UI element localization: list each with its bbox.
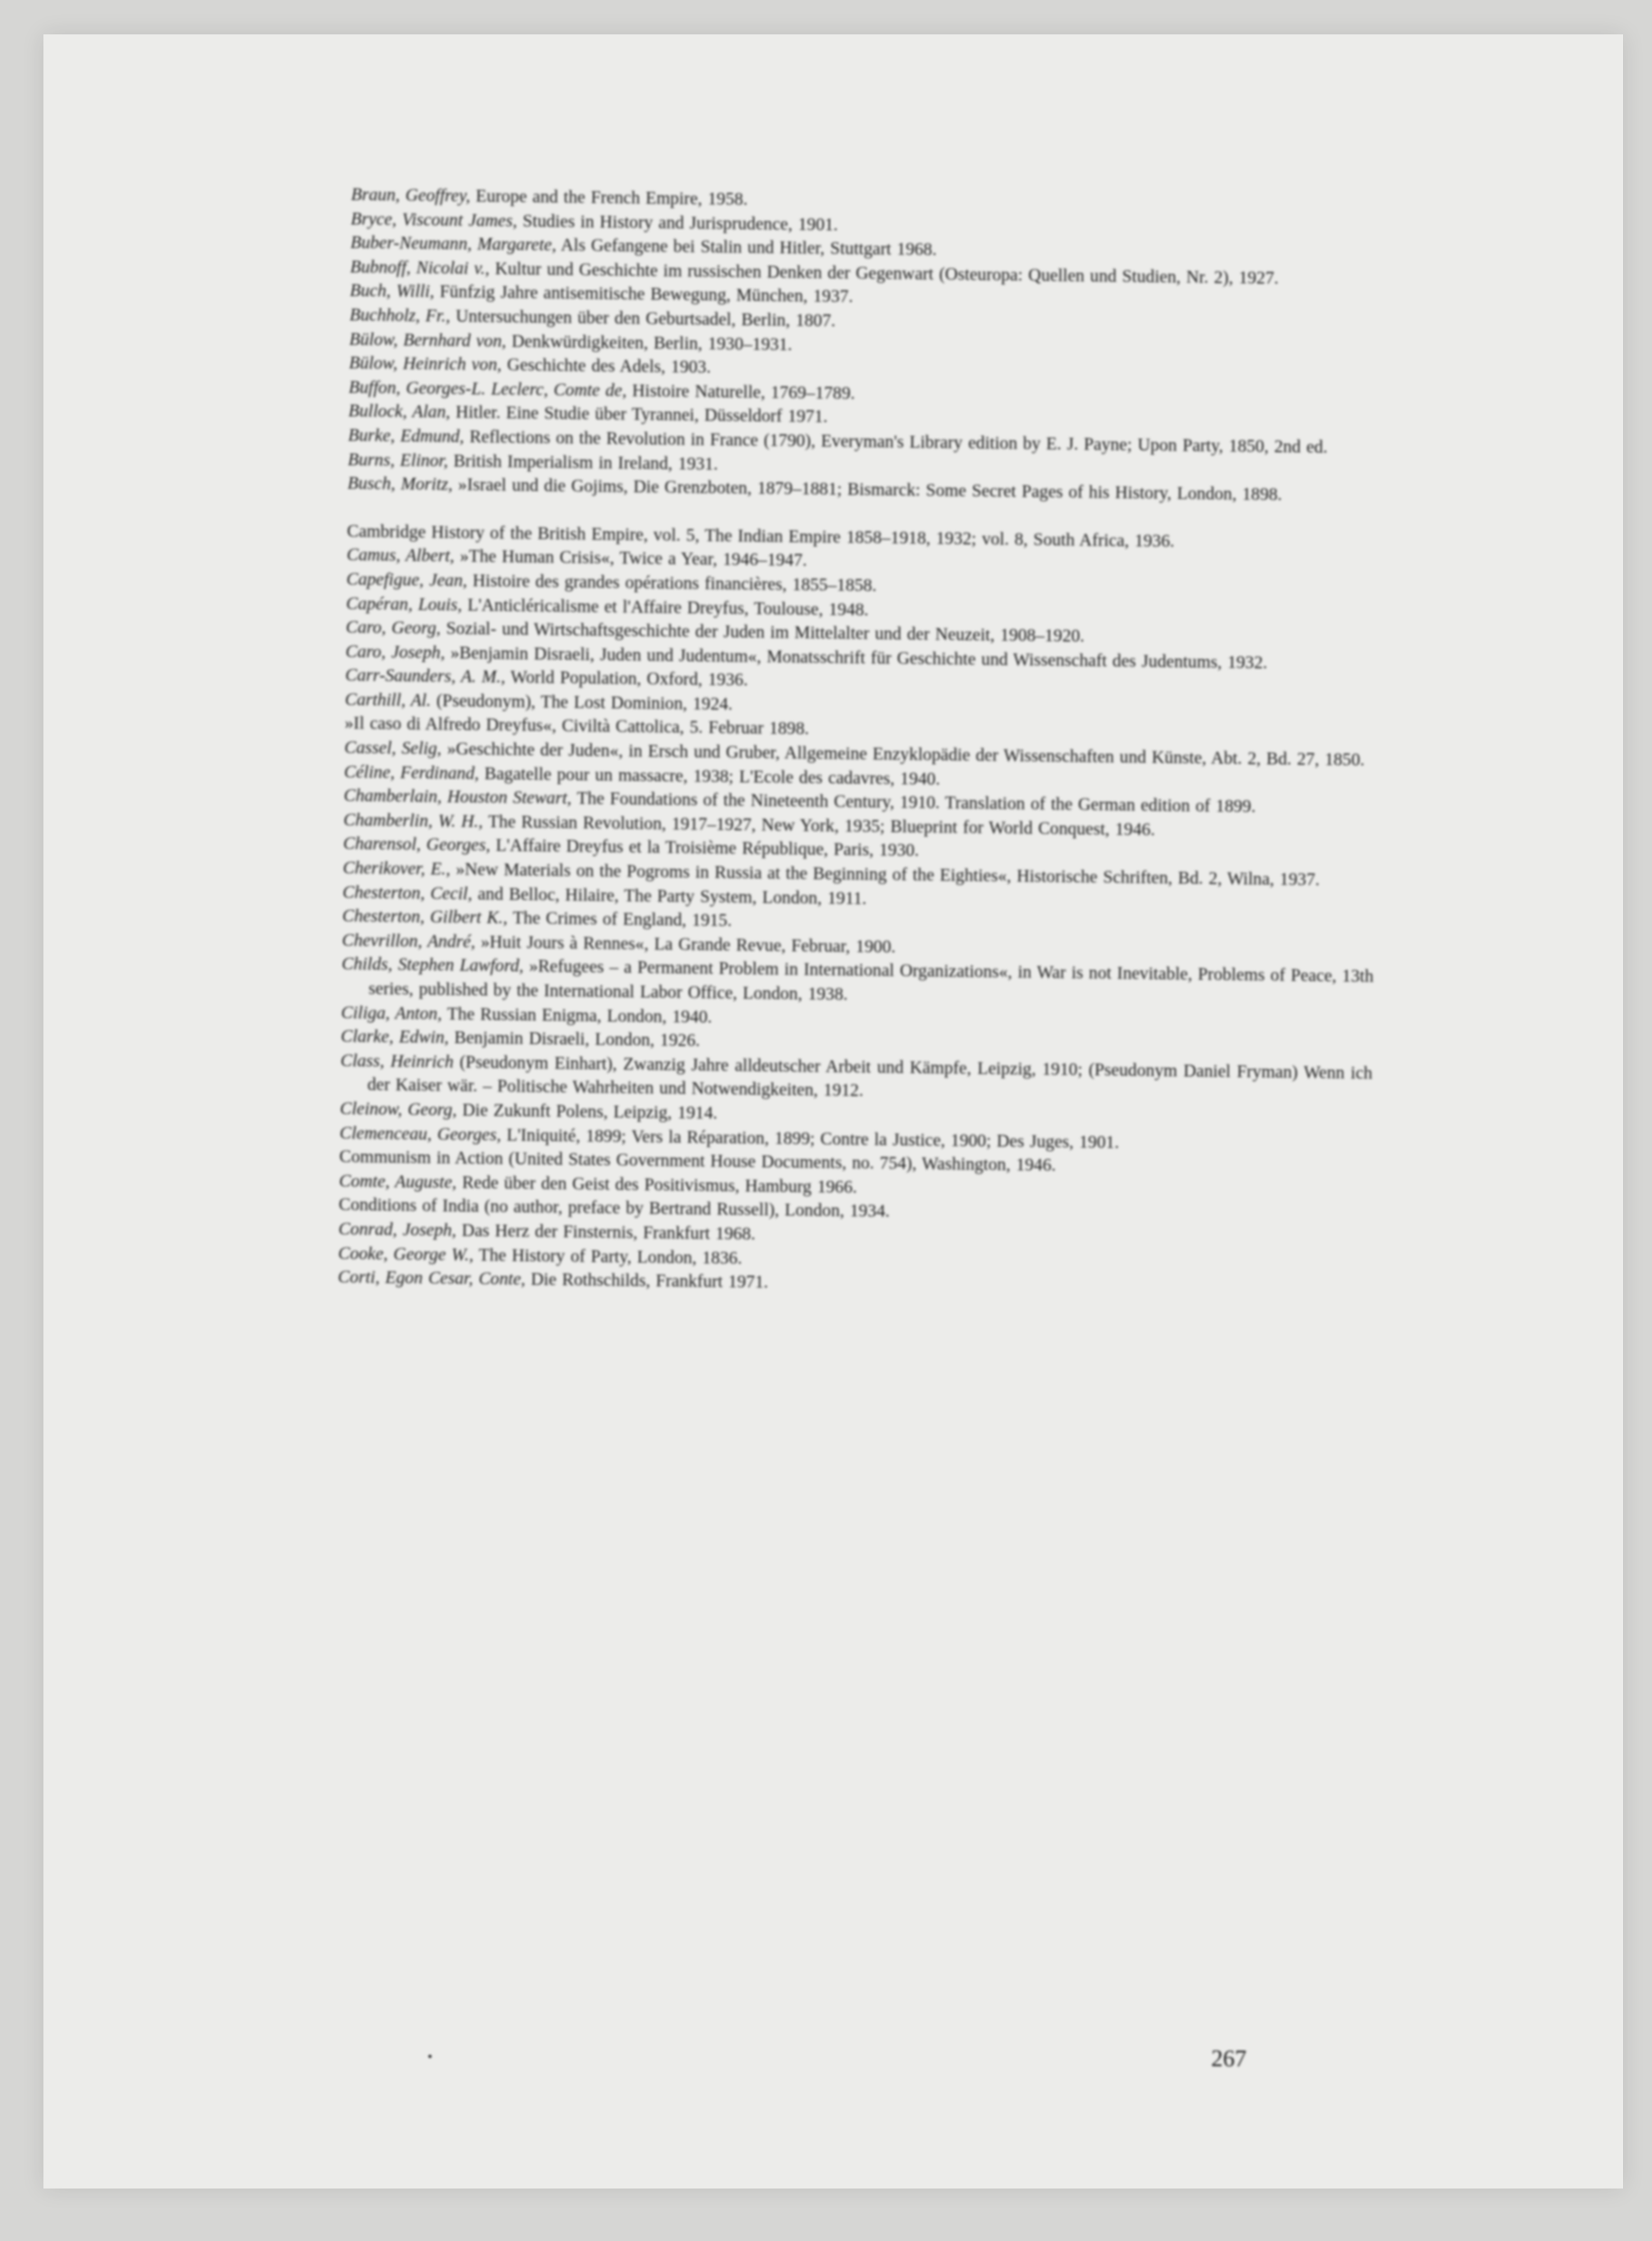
entry-author: Childs, Stephen Lawford, xyxy=(341,955,524,977)
entry-text: »Benjamin Disraeli, Juden und Judentum«, Monatsschrift für Geschichte und Wissenschaft des Judentums, 1932. xyxy=(450,644,1268,673)
entry-author: Cassel, Selig, xyxy=(344,739,442,759)
entry-author: Corti, Egon Cesar, Conte, xyxy=(338,1268,526,1290)
entry-text: The Russian Revolution, 1917–1927, New York, 1935; Blueprint for World Conquest, 1946. xyxy=(488,812,1156,840)
entry-text: Conditions of India (no author, preface by Bertrand Russell), London, 1934. xyxy=(339,1196,890,1222)
entry-author: Braun, Geoffrey, xyxy=(350,185,471,206)
entry-author: Caro, Georg, xyxy=(345,618,441,639)
entry-author: Comte, Auguste, xyxy=(339,1171,457,1193)
entry-author: Charensol, Georges, xyxy=(342,834,491,856)
entry-text: L'Affaire Dreyfus et la Troisième République, Paris, 1930. xyxy=(495,836,920,862)
entry-author: Burke, Edmund, xyxy=(348,425,464,447)
entry-text: Fünfzig Jahre antisemitische Bewegung, München, 1937. xyxy=(439,282,854,308)
entry-author: Chamberlin, W. H., xyxy=(343,810,483,832)
entry-author: Buchholz, Fr., xyxy=(349,305,451,327)
entry-text: Das Herz der Finsternis, Frankfurt 1968. xyxy=(462,1221,756,1244)
entry-text: Reflections on the Revolution in France (1790), Everyman's Library edition by E. J. Payne; Upon Party, 1850, 2nd ed. xyxy=(469,427,1328,458)
entry-author: Caro, Joseph, xyxy=(345,642,445,663)
bibliography-text-block xyxy=(338,184,1383,1303)
entry-author: Buch, Willi, xyxy=(349,281,434,302)
entry-author: Chamberlain, Houston Stewart, xyxy=(343,787,572,809)
entry-author: Bubnoff, Nicolai v., xyxy=(349,257,490,279)
page-speck xyxy=(428,2055,432,2058)
entry-text: The Foundations of the Nineteenth Century, 1910. Translation of the German edition of 1899. xyxy=(577,789,1256,817)
entry-author: Cherikover, E., xyxy=(342,858,451,880)
page-number: 267 xyxy=(1210,2045,1247,2073)
bibliography-group xyxy=(348,184,1383,510)
entry-text: The Russian Enigma, London, 1940. xyxy=(446,1004,712,1027)
entry-text: British Imperialism in Ireland, 1931. xyxy=(453,451,719,474)
entry-text: Histoire Naturelle, 1769–1789. xyxy=(632,381,855,404)
entry-author: Conrad, Joseph, xyxy=(338,1219,457,1241)
entry-text: Cambridge History of the British Empire, vol. 5, The Indian Empire 1858–1918, 1932; vol. 8, South Africa, 1936. xyxy=(347,521,1175,551)
entry-author: Buffon, Georges-L. Leclerc, Comte de, xyxy=(349,377,627,401)
entry-author: Ciliga, Anton, xyxy=(340,1003,443,1024)
entry-author: Carthill, Al. xyxy=(344,690,432,710)
entry-text: Studies in History and Jurisprudence, 1901. xyxy=(522,211,838,235)
entry-text: Als Gefangene bei Stalin und Hitler, Stuttgart 1968. xyxy=(560,236,937,261)
entry-text: World Population, Oxford, 1936. xyxy=(510,668,749,691)
entry-text: Die Zukunft Polens, Leipzig, 1914. xyxy=(462,1101,718,1123)
entry-text: »New Materials on the Pogroms in Russia at the Beginning of the Eighties«, Historische Schriften, Bd. 2, Wilna, 1937. xyxy=(455,860,1320,891)
entry-text: (Pseudonym Einhart), Zwanzig Jahre alldeutscher Arbeit und Kämpfe, Leipzig, 1910; (Pseudonym Daniel Fryman) Wenn ich der Kaiser wär. – Politische Wahrheiten und Notwendigkeiten, 1912. xyxy=(367,1053,1373,1101)
entry-author: Camus, Albert, xyxy=(346,546,455,567)
entry-text: Europe and the French Empire, 1958. xyxy=(475,186,749,210)
entry-text: »Il caso di Alfredo Dreyfus«, Civiltà Cattolica, 5. Februar 1898. xyxy=(344,714,809,739)
entry-author: Bullock, Alan, xyxy=(348,402,451,423)
entry-author: Bülow, Bernhard von, xyxy=(349,329,507,351)
entry-text: »Israel und die Gojims, Die Grenzboten, 1879–1881; Bismarck: Some Secret Pages of his History, London, 1898. xyxy=(457,475,1283,505)
entry-author: Clarke, Edwin, xyxy=(340,1027,449,1048)
entry-author: Chesterton, Cecil, xyxy=(342,882,473,904)
entry-author: Capefigue, Jean, xyxy=(346,569,468,591)
entry-author: Cooke, George W., xyxy=(338,1244,474,1265)
entry-author: Chevrillon, André, xyxy=(341,930,476,952)
entry-text: Rede über den Geist des Positivismus, Hamburg 1966. xyxy=(462,1173,857,1197)
entry-author: Carr-Saunders, A. M., xyxy=(345,666,506,688)
entry-text: Die Rothschilds, Frankfurt 1971. xyxy=(530,1270,769,1292)
entry-text: »Refugees – a Permanent Problem in International Organizations«, in War is not Inevitable, Problems of Peace, 13th series, published by the International Labor Office, London, 1938. xyxy=(368,957,1374,1005)
entry-text: Untersuchungen über den Geburtsadel, Berlin, 1807. xyxy=(455,307,836,331)
entry-text: Bagatelle pour un massacre, 1938; L'Ecole des cadavres, 1940. xyxy=(484,764,941,789)
entry-text: Hitler. Eine Studie über Tyrannei, Düsseldorf 1971. xyxy=(455,403,828,427)
entry-text: L'Iniquité, 1899; Vers la Réparation, 1899; Contre la Justice, 1900; Des Juges, 1901. xyxy=(506,1125,1120,1153)
entry-author: Busch, Moritz, xyxy=(347,474,454,495)
entry-text: »Geschichte der Juden«, in Ersch und Gruber, Allgemeine Enzyklopädie der Wissenschaften und Künste, Abt. 2, Bd. 27, 1850. xyxy=(446,739,1365,770)
entry-author: Cleinow, Georg, xyxy=(339,1099,457,1120)
entry-author: Buber-Neumann, Margarete, xyxy=(350,234,557,255)
entry-text: L'Anticléricalisme et l'Affaire Dreyfus, Toulouse, 1948. xyxy=(467,596,869,620)
entry-author: Capéran, Louis, xyxy=(346,594,463,615)
entry-text: The Crimes of England, 1915. xyxy=(512,909,732,931)
entry-author: Class, Heinrich xyxy=(340,1051,454,1073)
entry-text: Communism in Action (United States Government House Documents, no. 754), Washington, 1946. xyxy=(339,1148,1056,1176)
bibliography-group xyxy=(338,520,1379,1303)
entry-text: Histoire des grandes opérations financières, 1855–1858. xyxy=(473,571,877,596)
entry-text: and Belloc, Hilaire, The Party System, London, 1911. xyxy=(477,884,867,909)
entry-text: »The Human Crisis«, Twice a Year, 1946–1947. xyxy=(459,547,807,571)
entry-text: »Huit Jours à Rennes«, La Grande Revue, Februar, 1900. xyxy=(481,932,896,958)
entry-author: Chesterton, Gilbert K., xyxy=(341,907,508,929)
entry-text: The History of Party, London, 1836. xyxy=(478,1245,742,1268)
entry-text: Denkwürdigkeiten, Berlin, 1930–1931. xyxy=(511,331,793,355)
entry-author: Clemenceau, Georges, xyxy=(339,1123,501,1145)
entry-text: Geschichte des Adels, 1903. xyxy=(507,356,711,378)
entry-text: Benjamin Disraeli, London, 1926. xyxy=(454,1028,701,1051)
entry-text: Kultur und Geschichte im russischen Denken der Gegenwart (Osteuropa: Quellen und Studien, Nr. 2), 1927. xyxy=(494,259,1279,289)
book-page xyxy=(43,34,1623,2189)
entry-author: Bryce, Viscount James, xyxy=(350,209,518,231)
entry-author: Burns, Elinor, xyxy=(348,450,449,471)
entry-author: Céline, Ferdinand, xyxy=(343,762,480,784)
entry-text: (Pseudonym), The Lost Dominion, 1924. xyxy=(436,691,733,715)
entry-author: Bülow, Heinrich von, xyxy=(349,354,502,376)
entry-text: Sozial- und Wirtschaftsgeschichte der Juden im Mittelalter und der Neuzeit, 1908–1920. xyxy=(445,619,1085,647)
